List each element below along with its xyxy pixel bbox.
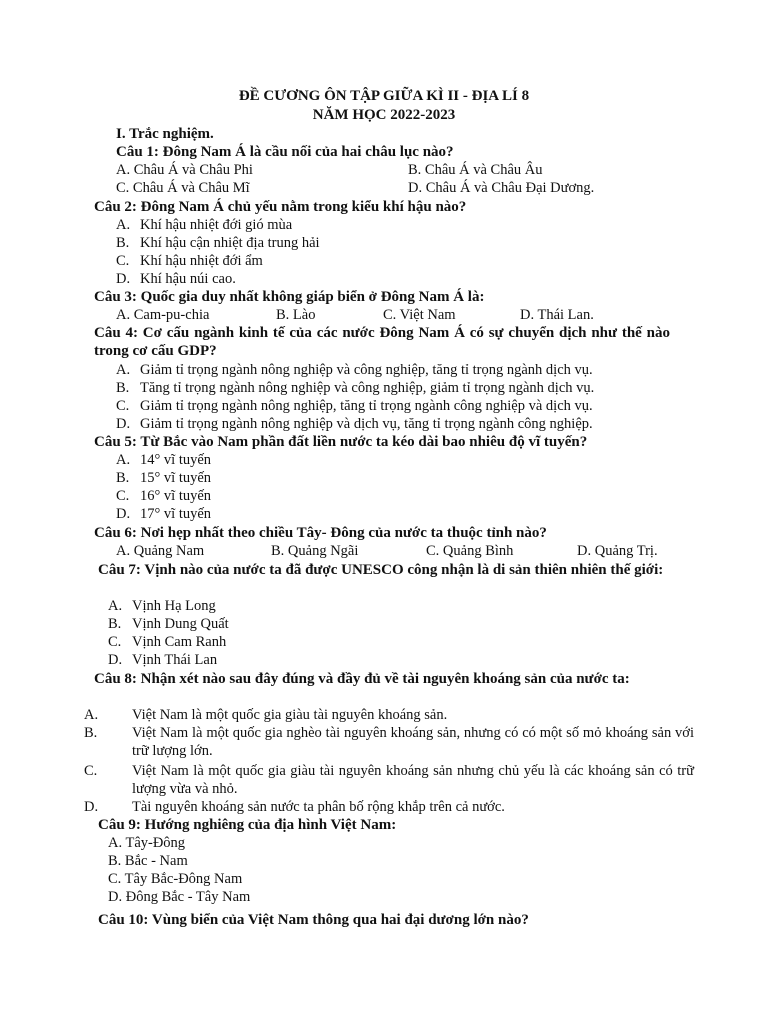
question-2: Câu 2: Đông Nam Á chủ yếu nằm trong kiểu khí hậu nào? — [94, 199, 467, 215]
q8-option-b — [84, 724, 694, 760]
q9-option-b: B. Bắc - Nam — [108, 853, 188, 869]
option-letter: C. — [84, 763, 98, 779]
q3-option-d: D. Thái Lan. — [520, 307, 594, 323]
q1-option-a: A. Châu Á và Châu Phi — [116, 162, 253, 178]
q8-option-a — [84, 706, 694, 724]
option-text: Việt Nam là một quốc gia giàu tài nguyên khoáng sản. — [132, 707, 448, 723]
option-text: Giảm tỉ trọng ngành nông nghiệp và dịch vụ, tăng tỉ trọng ngành công nghiệp. — [140, 416, 593, 432]
q4-option-d — [116, 415, 593, 433]
q4-option-b — [116, 379, 594, 397]
option-text: Việt Nam là một quốc gia nghèo tài nguyên khoáng sản, nhưng có có một số mỏ khoáng sản với trữ lượng lớn. — [132, 725, 694, 759]
q8-option-d — [84, 798, 694, 816]
question-10: Câu 10: Vùng biển của Việt Nam thông qua hai đại dương lớn nào? — [98, 912, 529, 928]
q1-option-d: D. Châu Á và Châu Đại Dương. — [408, 180, 595, 196]
q4-option-c — [116, 397, 593, 415]
q1-option-c: C. Châu Á và Châu Mĩ — [116, 180, 250, 196]
q7-option-d — [108, 651, 217, 669]
q2-option-a — [116, 216, 292, 234]
document-title: ĐỀ CƯƠNG ÔN TẬP GIỮA KÌ II - ĐỊA LÍ 8 — [238, 88, 530, 104]
option-letter: D. — [108, 652, 123, 668]
q9-option-d: D. Đông Bắc - Tây Nam — [108, 889, 251, 905]
option-text: 16° vĩ tuyến — [140, 488, 212, 504]
q4-option-a — [116, 361, 593, 379]
q2-option-b — [116, 234, 320, 252]
q9-option-c: C. Tây Bắc-Đông Nam — [108, 871, 243, 887]
q2-option-d — [116, 270, 236, 288]
q6-option-a: A. Quảng Nam — [116, 543, 205, 559]
section-heading: I. Trắc nghiệm. — [116, 126, 214, 142]
option-letter: C. — [116, 253, 130, 269]
question-3: Câu 3: Quốc gia duy nhất không giáp biển ở Đông Nam Á là: — [94, 289, 485, 305]
option-text: 15° vĩ tuyến — [140, 470, 212, 486]
q6-option-b: B. Quảng Ngãi — [271, 543, 359, 559]
option-text: Vịnh Cam Ranh — [132, 634, 227, 650]
option-letter: D. — [116, 271, 131, 287]
option-letter: A. — [84, 707, 99, 723]
option-text: Giảm tỉ trọng ngành nông nghiệp và công nghiệp, tăng tỉ trọng ngành dịch vụ. — [140, 362, 593, 378]
option-text: Tài nguyên khoáng sản nước ta phân bố rộng khắp trên cả nước. — [132, 799, 505, 815]
option-letter: B. — [84, 725, 98, 741]
question-7: Câu 7: Vịnh nào của nước ta đã được UNESCO công nhận là di sản thiên nhiên thế giới: — [98, 562, 664, 578]
q6-option-c: C. Quảng Bình — [426, 543, 514, 559]
option-letter: D. — [116, 506, 131, 522]
q3-option-c: C. Việt Nam — [383, 307, 456, 323]
q3-option-a: A. Cam-pu-chia — [116, 307, 210, 323]
option-text: Giảm tỉ trọng ngành nông nghiệp, tăng tỉ trọng ngành công nghiệp và dịch vụ. — [140, 398, 593, 414]
option-text: Khí hậu cận nhiệt địa trung hải — [140, 235, 320, 251]
q6-option-d: D. Quảng Trị. — [577, 543, 658, 559]
option-letter: D. — [84, 799, 99, 815]
question-9: Câu 9: Hướng nghiêng của địa hình Việt Nam: — [98, 817, 397, 833]
question-4: Câu 4: Cơ cấu ngành kinh tế của các nước Đông Nam Á có sự chuyển dịch như thế nào trong cơ cấu GDP? — [94, 325, 670, 359]
q2-option-c — [116, 252, 263, 270]
option-letter: C. — [116, 488, 130, 504]
q7-option-a — [108, 597, 216, 615]
option-letter: D. — [116, 416, 131, 432]
option-letter: A. — [116, 452, 131, 468]
option-text: 17° vĩ tuyến — [140, 506, 212, 522]
q9-option-a: A. Tây-Đông — [108, 835, 186, 851]
option-letter: B. — [116, 235, 130, 251]
option-text: 14° vĩ tuyến — [140, 452, 212, 468]
q3-option-b: B. Lào — [276, 307, 316, 323]
question-1: Câu 1: Đông Nam Á là cầu nối của hai châu lục nào? — [116, 144, 454, 160]
option-letter: A. — [108, 598, 123, 614]
option-letter: B. — [108, 616, 122, 632]
option-text: Vịnh Hạ Long — [132, 598, 216, 614]
school-year: NĂM HỌC 2022-2023 — [312, 107, 456, 123]
option-text: Vịnh Thái Lan — [132, 652, 218, 668]
q5-option-a — [116, 451, 211, 469]
q1-option-b: B. Châu Á và Châu Âu — [408, 162, 543, 178]
option-letter: B. — [116, 470, 130, 486]
q5-option-b — [116, 469, 211, 487]
q5-option-d — [116, 505, 211, 523]
question-6: Câu 6: Nơi hẹp nhất theo chiều Tây- Đông của nước ta thuộc tỉnh nào? — [94, 525, 547, 541]
q5-option-c — [116, 487, 211, 505]
option-letter: A. — [116, 217, 131, 233]
q7-option-b — [108, 615, 229, 633]
question-5: Câu 5: Từ Bắc vào Nam phần đất liền nước ta kéo dài bao nhiêu độ vĩ tuyến? — [94, 434, 588, 450]
option-text: Khí hậu núi cao. — [140, 271, 236, 287]
option-letter: C. — [116, 398, 130, 414]
option-letter: A. — [116, 362, 131, 378]
q8-option-c — [84, 762, 694, 798]
option-text: Vịnh Dung Quất — [132, 616, 229, 632]
option-letter: C. — [108, 634, 122, 650]
option-text: Khí hậu nhiệt đới gió mùa — [140, 217, 293, 233]
option-text: Việt Nam là một quốc gia giàu tài nguyên khoáng sản nhưng chủ yếu là các khoáng sản có trữ lượng vừa và nhỏ. — [132, 763, 694, 797]
option-text: Khí hậu nhiệt đới ẩm — [140, 253, 263, 269]
question-8: Câu 8: Nhận xét nào sau đây đúng và đầy đủ về tài nguyên khoáng sản của nước ta: — [94, 671, 630, 687]
option-letter: B. — [116, 380, 130, 396]
q7-option-c — [108, 633, 226, 651]
option-text: Tăng tỉ trọng ngành nông nghiệp và công nghiệp, giảm tỉ trọng ngành dịch vụ. — [140, 380, 595, 396]
